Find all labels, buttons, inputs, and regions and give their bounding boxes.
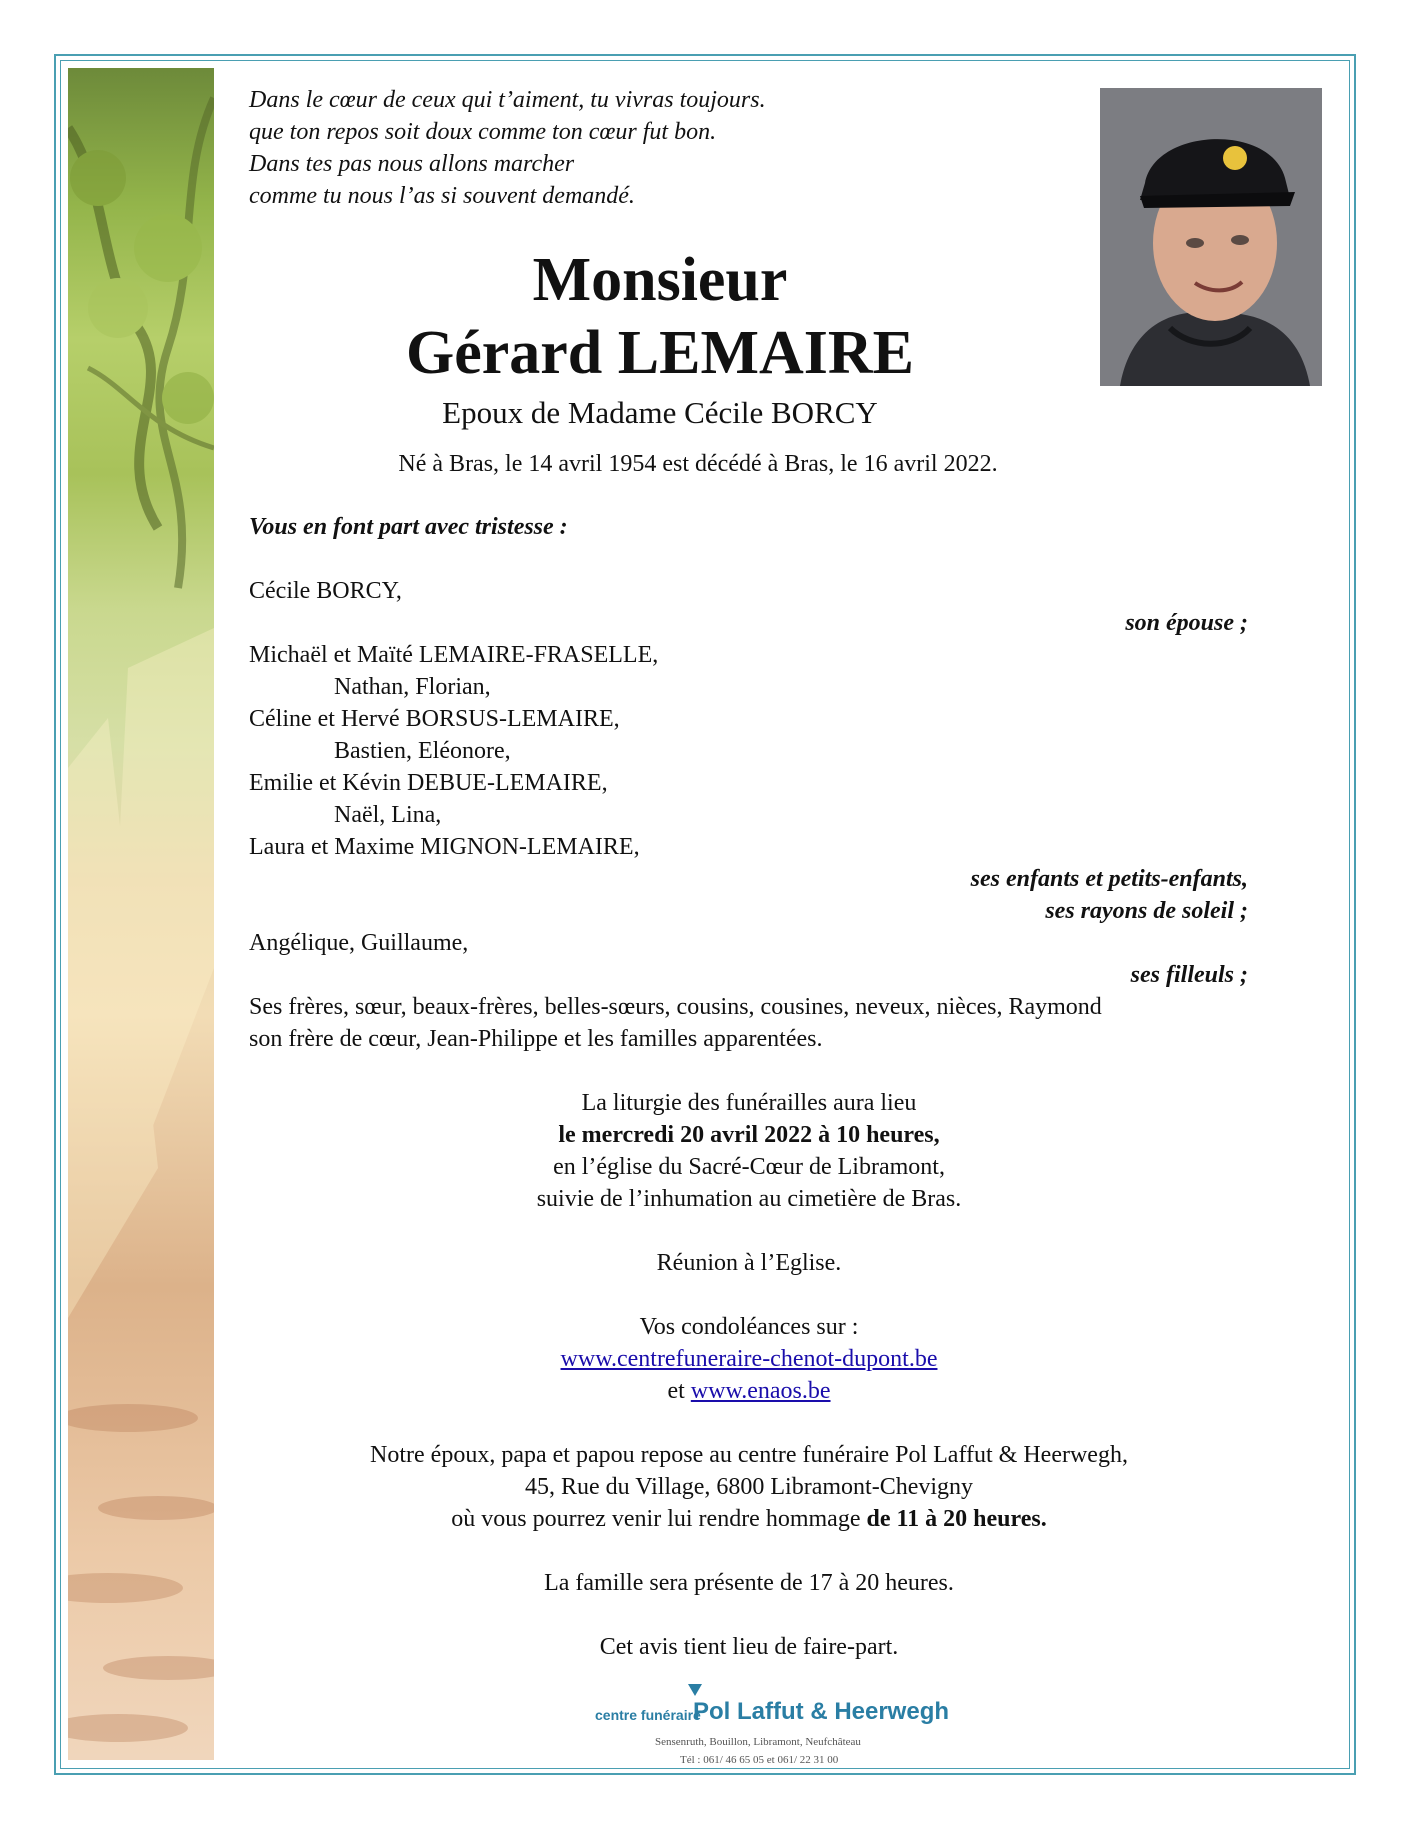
funeral-date: le mercredi 20 avril 2022 à 10 heures,	[558, 1122, 940, 1148]
funeral-line: en l’église du Sacré-Cœur de Libramont,	[553, 1154, 945, 1180]
repose-line: Notre époux, papa et papou repose au centre funéraire Pol Laffut & Heerwegh,	[370, 1442, 1128, 1468]
logo-brand-name: Pol Laffut & Heerwegh	[693, 1698, 950, 1725]
logo-small-text: centre funéraire	[595, 1707, 701, 1723]
condolences-block	[249, 1311, 1249, 1407]
intro-line: Vous en font part avec tristesse :	[249, 514, 568, 540]
logo-phone: Tél : 061/ 46 65 05 et 061/ 22 31 00	[680, 1754, 839, 1766]
family-others: son frère de cœur, Jean-Philippe et les familles apparentées.	[249, 1026, 823, 1052]
poem-line: que ton repos soit doux comme ton cœur fut bon.	[249, 119, 717, 145]
family-grandchildren: Bastien, Eléonore,	[334, 738, 511, 764]
funeral-line: La liturgie des funérailles aura lieu	[581, 1090, 917, 1116]
poem-line: Dans le cœur de ceux qui t’aiment, tu vivras toujours.	[249, 87, 766, 113]
closing-line: Cet avis tient lieu de faire-part.	[599, 1634, 899, 1660]
poem	[249, 84, 766, 212]
condolences-link-enaos[interactable]: www.enaos.be	[690, 1378, 831, 1404]
repose-hours: de 11 à 20 heures.	[866, 1506, 1047, 1532]
funeral-block	[249, 1087, 1249, 1215]
family-grandchildren: Naël, Lina,	[334, 802, 442, 828]
logo-places: Sensenruth, Bouillon, Libramont, Neufchâteau	[655, 1736, 861, 1748]
family-presence: La famille sera présente de 17 à 20 heures.	[544, 1570, 954, 1596]
repose-block	[249, 1439, 1249, 1535]
family-child: Emilie et Kévin DEBUE-LEMAIRE,	[249, 770, 608, 796]
logo-triangle-icon	[688, 1684, 702, 1696]
family-others: Ses frères, sœur, beaux-frères, belles-sœurs, cousins, cousines, neveux, nièces, Raymond	[249, 994, 1102, 1020]
poem-line: Dans tes pas nous allons marcher	[249, 151, 575, 177]
family-grandchildren: Nathan, Florian,	[334, 674, 491, 700]
deceased-name: Gérard LEMAIRE	[405, 319, 915, 387]
and-word: et	[667, 1378, 685, 1404]
poem-line: comme tu nous l’as si souvent demandé.	[249, 183, 635, 209]
title-monsieur: Monsieur	[532, 246, 788, 314]
family-child: Michaël et Maïté LEMAIRE-FRASELLE,	[249, 642, 659, 668]
funeral-line: suivie de l’inhumation au cimetière de Bras.	[536, 1186, 962, 1212]
meeting-line: Réunion à l’Eglise.	[656, 1250, 842, 1276]
family-godchildren: Angélique, Guillaume,	[249, 930, 469, 956]
repose-address: 45, Rue du Village, 6800 Libramont-Chevigny	[524, 1474, 974, 1500]
birth-death-line: Né à Bras, le 14 avril 1954 est décédé à Bras, le 16 avril 2022.	[398, 451, 998, 477]
condolences-label: Vos condoléances sur :	[639, 1314, 859, 1340]
role-children: ses enfants et petits-enfants,	[970, 866, 1248, 892]
repose-hommage: où vous pourrez venir lui rendre hommage	[451, 1506, 861, 1532]
role-godchildren: ses filleuls ;	[1130, 962, 1248, 988]
family-child: Laura et Maxime MIGNON-LEMAIRE,	[249, 834, 640, 860]
family-wife: Cécile BORCY,	[249, 578, 402, 604]
spouse-line: Epoux de Madame Cécile BORCY	[442, 395, 878, 430]
role-sunshine: ses rayons de soleil ;	[1045, 898, 1248, 924]
funeral-home-logo	[560, 1684, 970, 1764]
family-child: Céline et Hervé BORSUS-LEMAIRE,	[249, 706, 620, 732]
role-wife: son épouse ;	[1125, 610, 1248, 636]
condolences-link-chenot-dupont[interactable]: www.centrefuneraire-chenot-dupont.be	[560, 1346, 938, 1372]
